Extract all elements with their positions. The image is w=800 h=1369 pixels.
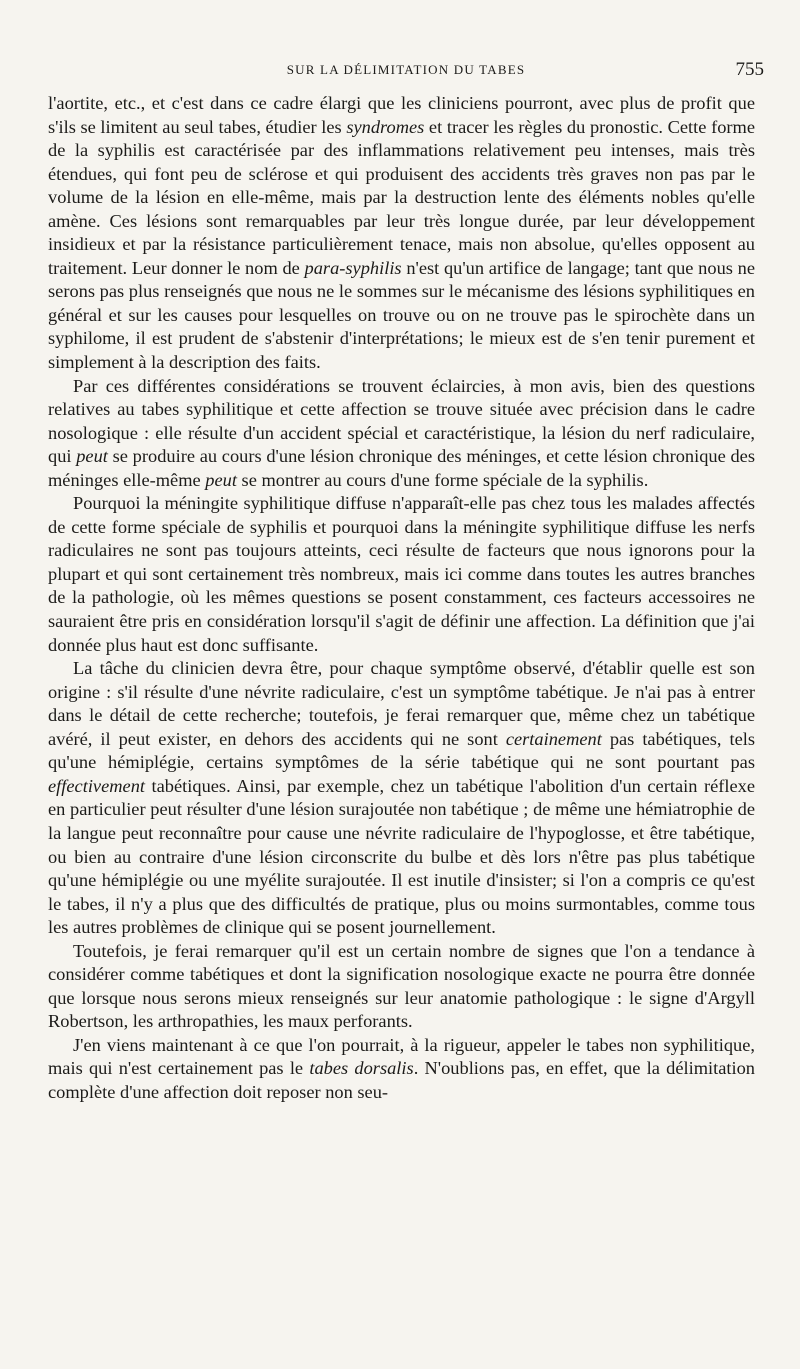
text-run: J'en viens maintenant à ce que l'on pourrait, à la rigueur, appeler le tabes non syphilitique, mais qui n'est certainement pas le	[48, 1034, 755, 1079]
text-run: pas tabétiques, tels qu'une hémiplégie, certains symptômes de la série tabétique qui ne sont pourtant pas	[48, 728, 756, 773]
text-run: Pourquoi la méningite syphilitique diffuse n'apparaît-elle pas chez tous les malades affectés de cette forme spéciale de syphilis et pourquoi dans la méningite syphilitique diffuse les nerfs radiculaires ne sont pas toujours atteints, ceci résulte de facteurs que nous ignorons pour la plupart et qui sont certainement très nombreux, mais ici comme dans toutes les autres branches de la pathologie, où les mêmes questions se posent constamment, ces facteurs accessoires ne sauraient être pris en considération lorsqu'il s'agit de définir une affection. La définition que j'ai donnée plus haut est donc suffisante.	[48, 493, 755, 655]
body-text	[48, 92, 755, 1105]
paragraph	[48, 92, 755, 375]
text-run: l'aortite, etc., et c'est dans ce cadre élargi que les cliniciens pourront, avec plus de profit que s'ils se limitent au seul tabes, étudier les	[48, 93, 755, 137]
italic-text: certainement	[505, 728, 602, 749]
italic-text: peut	[76, 446, 108, 467]
paragraph	[48, 375, 755, 493]
paragraph	[48, 657, 755, 940]
text-run: La tâche du clinicien devra être, pour chaque symptôme observé, d'établir quelle est son origine : s'il résulte d'une névrite radiculaire, c'est un symptôme tabétique. Je n'ai pas à entrer dans le détail de cette recherche; toutefois, je ferai remarquer que, même chez un tabétique avéré, il peut exister, en dehors des accidents qui ne sont	[48, 658, 755, 749]
italic-text: syndromes	[346, 116, 425, 137]
paragraph	[48, 492, 755, 657]
text-run: et tracer les règles du pronostic. Cette forme de la syphilis est caractérisée par des inflammations relativement peu intenses, mais très étendues, qui font peu de sclérose et qui produisent des accidents très graves non pas par le volume de la lésion en elle-même, mais par la destruction lente des éléments nobles qu'elle amène. Ces lésions sont remarquables par leur très longue durée, par leur développement insidieux et par la résistance particulièrement tenace, mais non absolue, qu'elles opposent au traitement. Leur donner le nom de	[48, 116, 755, 278]
paragraph	[48, 940, 755, 1034]
italic-text: peut	[205, 469, 237, 490]
text-run: . N'oublions pas, en effet, que la délimitation complète d'une affection doit reposer non seu-	[48, 1058, 755, 1102]
text-run: Toutefois, je ferai remarquer qu'il est un certain nombre de signes que l'on a tendance à considérer comme tabétiques et dont la signification nosologique exacte ne pourra être donnée que lorsque nous serons mieux renseignés sur leur anatomie pathologique : le signe d'Argyll Robertson, les arthropathies, les maux perforants.	[48, 940, 755, 1032]
text-run: n'est qu'un artifice de langage; tant que nous ne serons pas plus renseignés que nous ne le sommes sur le mécanisme des lésions syphilitiques en général et sur les causes pour lesquelles on trouve ou on ne trouve pas le spirochète dans un syphilome, il est prudent de s'abstenir d'interprétations; le mieux est de s'en tenir purement et simplement à la description des faits.	[48, 257, 755, 373]
italic-text: para-syphilis	[304, 257, 402, 278]
text-run: se montrer au cours d'une forme spéciale de la syphilis.	[236, 469, 649, 490]
running-head: SUR LA DÉLIMITATION DU TABES	[286, 62, 526, 77]
text-run: tabétiques. Ainsi, par exemple, chez un tabétique l'abolition d'un certain réflexe en particulier peut résulter d'une lésion surajoutée non tabétique ; de même une hémiatrophie de la langue peut reconnaître pour cause une névrite radiculaire de l'hypoglosse, et être tabétique, ou bien au contraire d'une lésion circonscrite du bulbe et dès lors n'être pas plus tabétique qu'une hémiplégie ou une myélite surajoutée. Il est inutile d'insister; si l'on a compris ce qu'est le tabes, il n'y a plus que des difficultés de pratique, plus ou moins surmontables, comme tous les autres problèmes de clinique qui se posent journellement.	[48, 775, 755, 938]
page-header	[48, 59, 764, 84]
italic-text: effectivement	[48, 775, 145, 796]
text-run: Par ces différentes considérations se trouvent éclaircies, à mon avis, bien des questions relatives au tabes syphilitique et cette affection se trouve située avec précision dans le cadre nosologique : elle résulte d'un accident spécial et caractéristique, la lésion du nerf radiculaire, qui	[48, 375, 755, 467]
text-run: se produire au cours d'une lésion chronique des méninges, et cette lésion chronique des méninges elle-même	[48, 446, 755, 490]
page-number: 755	[735, 59, 764, 80]
italic-text: tabes dorsalis	[309, 1058, 414, 1079]
paragraph	[48, 1034, 755, 1105]
